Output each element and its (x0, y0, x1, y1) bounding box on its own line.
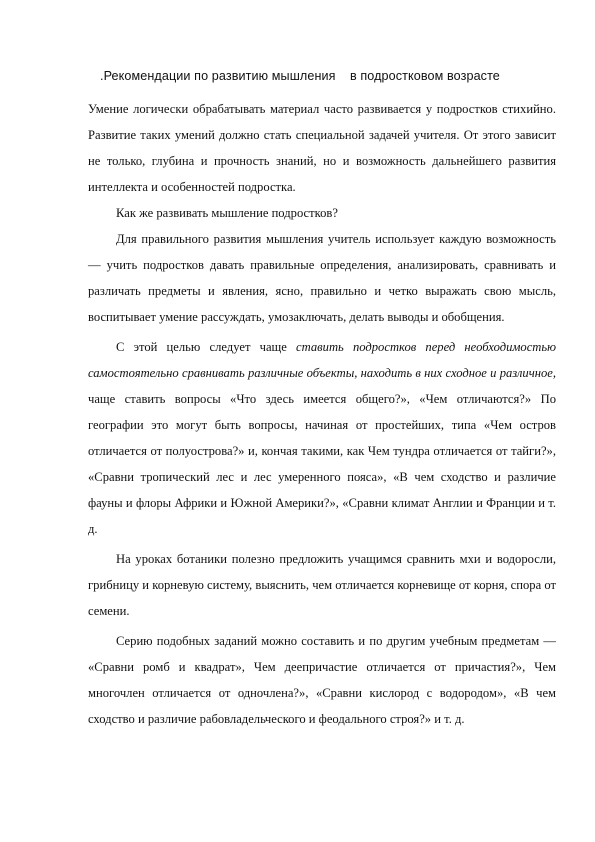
document-body (88, 96, 556, 732)
paragraph-4-italic: ставить подростков перед необходимостью самостоятельно сравнивать различные объекты, находить в них сходное и различное, (88, 340, 557, 380)
paragraph-2: Как же развивать мышление подростков? (116, 206, 338, 220)
paragraph-4-start: С этой целью следует чаще (116, 340, 297, 354)
paragraph-4 (88, 334, 556, 542)
paragraph-1: Умение логически обрабатывать материал часто развивается у подростков стихийно. Развитие таких умений должно стать специальной задачей учителя. От этого зависит не только, глубина и прочность знаний, но и возможность дальнейшего развития интеллекта и особенностей подростка. (88, 102, 556, 194)
paragraph-6: Серию подобных заданий можно составить и по другим учебным предметам — «Сравни ромб и квадрат», Чем деепричастие отличается от причастия?», Чем многочлен отличается от одночлена?», «Сравни кислород с водородом», «В чем сходство и различие рабовладельческого и феодального строя?» и т. д. (88, 634, 556, 726)
paragraph-4-end: чаще ставить вопросы «Что здесь имеется общего?», «Чем отличаются?» По географии это могут быть вопросы, начиная от простейших, типа «Чем остров отличается от полуострова?» и, кончая такими, как Чем тундра отличается от тайги?», «Сравни тропический лес и лес умеренного пояса», «В чем сходство и различие фауны и флоры Африки и Южной Америки?», «Сравни климат Англии и Франции и т. д. (88, 392, 556, 536)
paragraph-5: На уроках ботаники полезно предложить учащимся сравнить мхи и водоросли, грибницу и корневую систему, выяснить, чем отличается корневище от корня, спора от семени. (88, 552, 556, 618)
document-title: .Рекомендации по развитию мышления в подростковом возрасте (100, 69, 500, 83)
paragraph-3: Для правильного развития мышления учитель использует каждую возможность — учить подростков давать правильные определения, анализировать, сравнивать и различать предметы и явления, ясно, правильно и четко выражать свою мысль, воспитывает умение рассуждать, умозаключать, делать выводы и обобщения. (88, 232, 556, 324)
